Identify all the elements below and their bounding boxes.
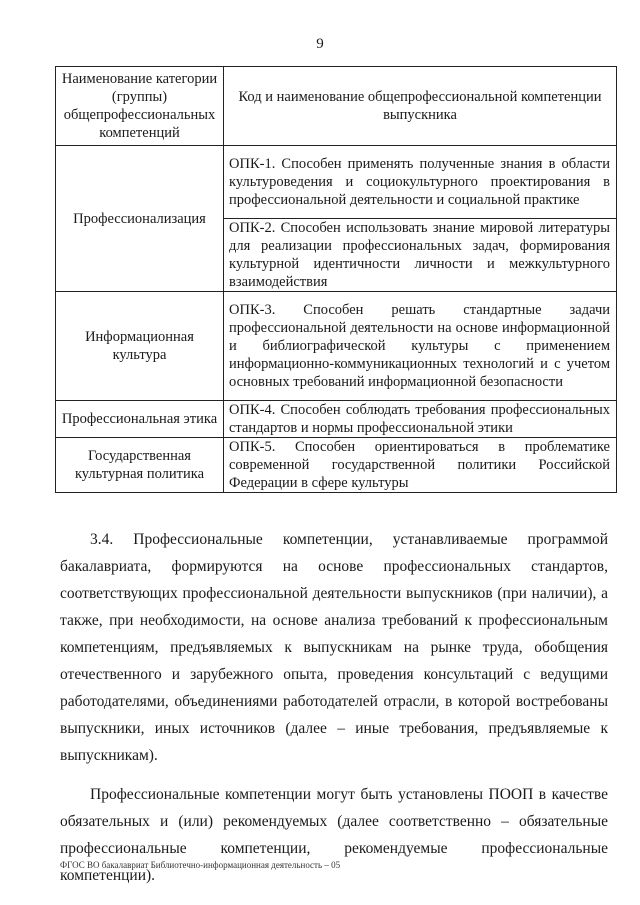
table-row xyxy=(56,401,617,438)
table-row xyxy=(56,438,617,493)
competence-cell: ОПК-1. Способен применять полученные знания в области культуроведения и социокультурного проектирования в профессиональной деятельности и социальной практике xyxy=(224,146,617,219)
category-cell: Государственная культурная политика xyxy=(56,438,224,493)
category-cell: Профессионализация xyxy=(56,146,224,292)
header-competence: Код и наименование общепрофессиональной компетенции выпускника xyxy=(224,67,617,146)
header-category: Наименование категории (группы) общепрофессиональных компетенций xyxy=(56,67,224,146)
table-row xyxy=(56,292,617,401)
category-cell: Профессиональная этика xyxy=(56,401,224,438)
competence-cell: ОПК-2. Способен использовать знание мировой литературы для реализации профессиональных задач, формирования культурной идентичности личности и межкультурного взаимодействия xyxy=(224,219,617,292)
competence-cell: ОПК-5. Способен ориентироваться в проблематике современной государственной политики Российской Федерации в сфере культуры xyxy=(224,438,617,493)
page-number: 9 xyxy=(316,36,324,52)
competence-cell: ОПК-4. Способен соблюдать требования профессиональных стандартов и нормы профессиональной этики xyxy=(224,401,617,438)
category-cell: Информационная культура xyxy=(56,292,224,401)
body-text xyxy=(60,526,608,901)
table-header-row xyxy=(56,67,617,146)
competence-cell: ОПК-3. Способен решать стандартные задачи профессиональной деятельности на основе информационной и библиографической культуры с применением информационно-коммуникационных технологий и с учетом основных требований информационной безопасности xyxy=(224,292,617,401)
competencies-table xyxy=(55,66,617,493)
table-row xyxy=(56,146,617,219)
paragraph: 3.4. Профессиональные компетенции, устанавливаемые программой бакалавриата, формируются на основе профессиональных стандартов, соответствующих профессиональной деятельности выпускников (при наличии), а также, при необходимости, на основе анализа требований к профессиональным компетенциям, предъявляемых к выпускникам на рынке труда, обобщения отечественного и зарубежного опыта, проведения консультаций с ведущими работодателями, объединениями работодателей отрасли, в которой востребованы выпускники, иных источников (далее – иные требования, предъявляемые к выпускникам). xyxy=(60,531,608,764)
paragraph: Профессиональные компетенции могут быть установлены ПООП в качестве обязательных и (или) рекомендуемых (далее соответственно – обязательные профессиональные компетенции, рекомендуемые профессиональные компетенции). xyxy=(60,786,608,884)
page-footer: ФГОС ВО бакалавриат Библиотечно-информационная деятельность – 05 xyxy=(60,860,341,870)
